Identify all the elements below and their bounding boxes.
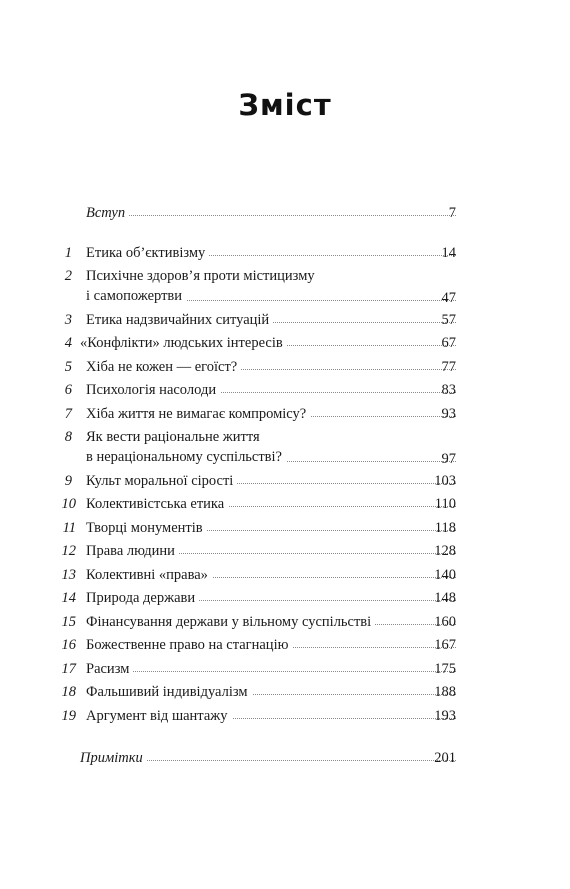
- dot-leader: [90, 215, 456, 216]
- toc-entry-number: 1: [64, 245, 72, 261]
- toc-entry-number: 13: [61, 567, 76, 583]
- toc-entry-page: 83: [441, 382, 456, 398]
- toc-entry-number: 17: [61, 661, 76, 677]
- toc-entry-page: 97: [441, 451, 456, 467]
- toc-entry-title: Культ моральної сірості: [86, 471, 237, 491]
- toc-entry-page: 140: [434, 567, 456, 583]
- toc-entry-title: Творці монументів: [86, 518, 207, 538]
- toc-entry-title: Етика надзвичайних ситуацій: [86, 310, 273, 330]
- toc-entry-number: 4: [64, 335, 72, 351]
- toc-entry-number: 7: [64, 406, 72, 422]
- toc-entry-title: Права людини: [86, 541, 179, 561]
- toc-entry-title: Расизм: [86, 659, 133, 679]
- toc-entry-title: Аргумент від шантажу: [86, 706, 232, 726]
- page-title: Зміст: [238, 88, 332, 122]
- toc-entry-title: Фінансування держави у вільному суспільстві: [86, 612, 375, 632]
- toc-entry-number: 19: [61, 708, 76, 724]
- toc-entry-title: «Конфлікти» людських інтересів: [80, 333, 287, 353]
- toc-entry-page: 93: [441, 406, 456, 422]
- toc-entry-page: 67: [441, 335, 456, 351]
- toc-entry-number: 9: [64, 473, 72, 489]
- toc-entry-number: 2: [64, 268, 72, 284]
- toc-entry-page: 175: [434, 661, 456, 677]
- toc-entry-number: 14: [61, 590, 76, 606]
- toc-entry-number: 12: [61, 543, 76, 559]
- toc-entry-title: Хіба життя не вимагає компромісу?: [86, 404, 310, 424]
- toc-entry-page: 193: [434, 708, 456, 724]
- toc-entry-number: 5: [64, 359, 72, 375]
- toc-entry-page: 118: [434, 520, 456, 536]
- dot-leader: [90, 671, 456, 672]
- toc-entry-title: Примітки: [80, 748, 147, 768]
- toc-entry-page: 47: [441, 290, 456, 306]
- toc-entry-number: 15: [61, 614, 76, 630]
- toc-entry-page: 167: [434, 637, 456, 653]
- toc-entry-title: Колективні «права»: [86, 565, 212, 585]
- toc-entry-8[interactable]: [0, 427, 570, 471]
- toc-entry-page: 188: [434, 684, 456, 700]
- toc-entry-page: 201: [434, 750, 456, 766]
- toc-entry-page: 77: [441, 359, 456, 375]
- toc-entry-number: 3: [64, 312, 72, 328]
- toc-entry-number: 11: [62, 520, 76, 536]
- toc-entry-page: 14: [441, 245, 456, 261]
- toc-entry-page: 57: [441, 312, 456, 328]
- toc-entry-page: 103: [434, 473, 456, 489]
- toc-entry-title: Вступ: [86, 203, 129, 223]
- toc-entry-title: Колективістська етика: [86, 494, 228, 514]
- toc-entry-title-line2: і самопожертви: [86, 286, 186, 306]
- toc-entry-page: 110: [434, 496, 456, 512]
- toc-entry-page: 128: [434, 543, 456, 559]
- toc-entry-page: 148: [434, 590, 456, 606]
- toc-entry-number: 8: [64, 429, 72, 445]
- toc-entry-title-line2: в нераціональному суспільстві?: [86, 447, 286, 467]
- toc-entry-number: 6: [64, 382, 72, 398]
- toc-entry-page: 7: [448, 205, 456, 221]
- toc-entry-title: Божественне право на стагнацію: [86, 635, 292, 655]
- toc-entry-title: Хіба не кожен — егоїст?: [86, 357, 241, 377]
- toc-entry-title: Психічне здоров’я проти містицизму: [86, 266, 319, 286]
- toc-entry-number: 16: [61, 637, 76, 653]
- toc-entry-number: 18: [61, 684, 76, 700]
- toc-entry-title: Природа держави: [86, 588, 199, 608]
- toc-entry-page: 160: [434, 614, 456, 630]
- toc-entry-number: 10: [61, 496, 76, 512]
- toc-entry-title: Психологія насолоди: [86, 380, 220, 400]
- toc-entry-title: Фальшивий індивідуалізм: [86, 682, 252, 702]
- toc-entry-title: Етика об’єктивізму: [86, 243, 209, 263]
- toc-entry-title: Як вести раціональне життя: [86, 427, 264, 447]
- toc-entry-2[interactable]: [0, 266, 570, 310]
